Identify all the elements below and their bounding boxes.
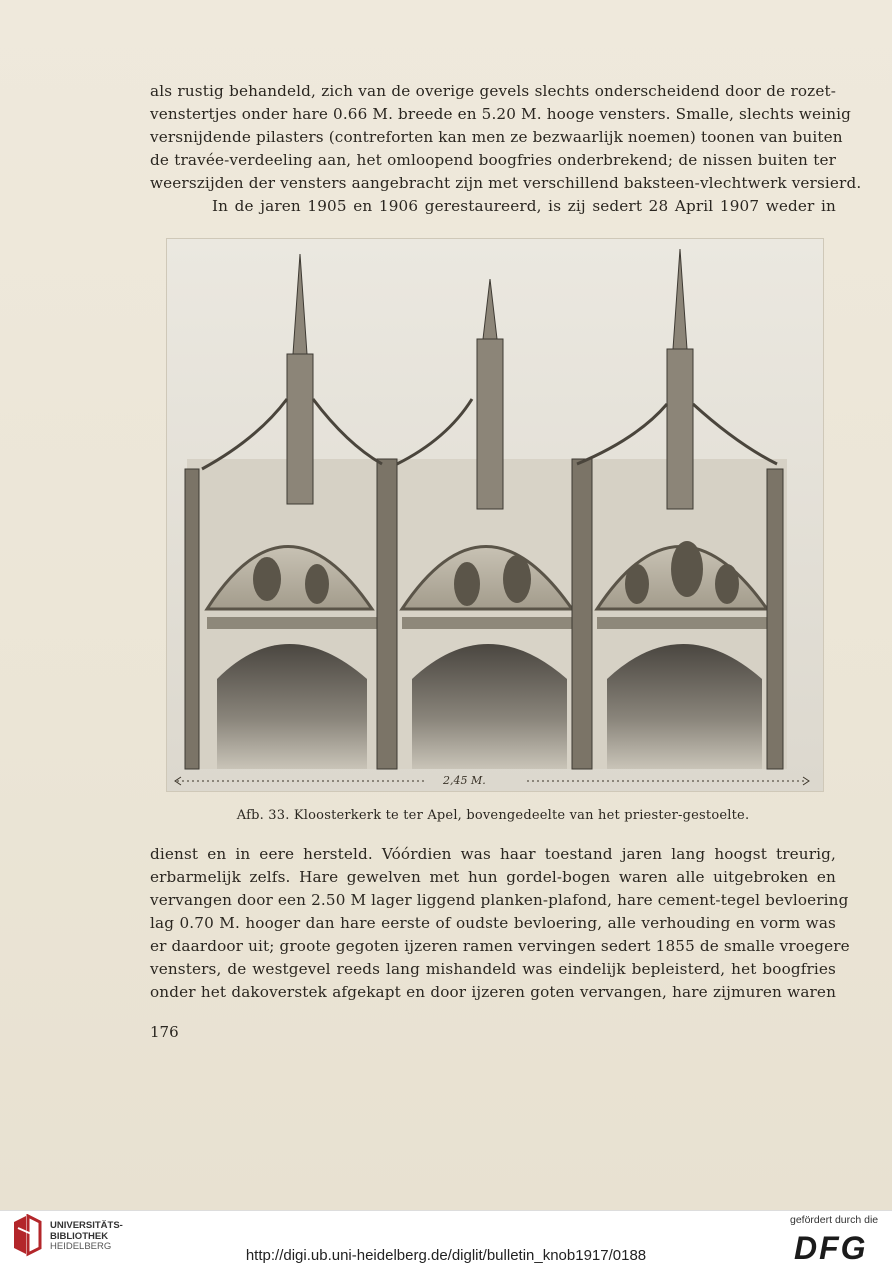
page-number: 176 bbox=[150, 1023, 179, 1041]
bay-left bbox=[187, 459, 387, 769]
text-line: venstertjes onder hare 0.66 M. breede en 5.20 M. hooge vensters. Smalle, slechts weinig bbox=[150, 105, 852, 123]
permalink-url[interactable]: http://digi.ub.uni-heidelberg.de/diglit/bulletin_knob1917/0188 bbox=[245, 1247, 647, 1264]
top-paragraph bbox=[150, 80, 862, 218]
text-line: dienst en in eere hersteld. Vóórdien was haar toestand jaren lang hoogst treurig, bbox=[150, 845, 836, 863]
library-line: HEIDELBERG bbox=[50, 1241, 112, 1252]
choir-stall-photograph bbox=[166, 238, 824, 792]
text-line: vensters, de westgevel reeds lang mishandeld was eindelijk bepleisterd, het boogfries bbox=[150, 960, 836, 978]
text-line: In de jaren 1905 en 1906 gerestaureerd, is zij sedert 28 April 1907 weder in bbox=[212, 197, 836, 215]
text-line: onder het dakoverstek afgekapt en door ijzeren goten vervangen, hare zijmuren waren bbox=[150, 983, 836, 1001]
scale-label: 2,45 M. bbox=[443, 774, 486, 787]
text-line: als rustig behandeld, zich van de overige gevels slechts onderscheidend door de rozet- bbox=[150, 82, 836, 100]
text-line: er daardoor uit; groote gegoten ijzeren ramen vervingen sedert 1855 de smalle vroegere bbox=[150, 937, 850, 955]
library-line: UNIVERSITÄTS- bbox=[50, 1220, 123, 1231]
bottom-paragraph bbox=[150, 843, 850, 1004]
carved-canopy-image bbox=[167, 239, 823, 791]
text-line: versnijdende pilasters (contreforten kan men ze bezwaarlijk noemen) toonen van buiten bbox=[150, 128, 843, 146]
sponsor-label: gefördert durch die bbox=[790, 1214, 879, 1226]
figure-caption: Afb. 33. Kloosterkerk te ter Apel, bovengedeelte van het priester-gestoelte. bbox=[236, 808, 750, 823]
dfg-logo-icon: DFG bbox=[794, 1230, 868, 1266]
text-line: weerszijden der vensters aangebracht zijn met verschillend baksteen-vlechtwerk versierd. bbox=[150, 174, 862, 192]
text-line: vervangen door een 2.50 M lager liggend planken-plafond, hare cement-tegel bevloering bbox=[150, 891, 849, 909]
text-line: lag 0.70 M. hooger dan hare eerste of oudste bevloering, alle verhouding en vorm was bbox=[150, 914, 836, 932]
text-line: erbarmelijk zelfs. Hare gewelven met hun gordel-bogen waren alle uitgebroken en bbox=[150, 868, 836, 886]
text-line: de travée-verdeeling aan, het omloopend boogfries onderbrekend; de nissen buiten ter bbox=[150, 151, 836, 169]
library-line: BIBLIOTHEK bbox=[50, 1230, 109, 1242]
